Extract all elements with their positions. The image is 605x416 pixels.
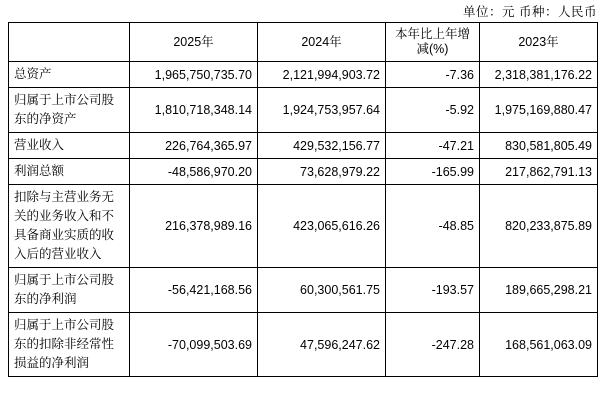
row-value-2025: -56,421,168.56 xyxy=(130,268,258,313)
financial-summary-table xyxy=(8,22,598,377)
table-row xyxy=(9,88,598,133)
row-label: 利润总额 xyxy=(9,159,130,185)
row-value-2025: -48,586,970.20 xyxy=(130,159,258,185)
table-row xyxy=(9,159,598,185)
row-label: 扣除与主营业务无关的业务收入和不具备商业实质的收入后的营业收入 xyxy=(9,185,130,268)
row-value-2024: 47,596,247.62 xyxy=(258,313,386,377)
row-value-2024: 423,065,616.26 xyxy=(258,185,386,268)
row-label: 归属于上市公司股东的净资产 xyxy=(9,88,130,133)
row-label: 归属于上市公司股东的净利润 xyxy=(9,268,130,313)
row-value-2025: 226,764,365.97 xyxy=(130,133,258,159)
header-cell-2025: 2025年 xyxy=(130,23,258,62)
table-row xyxy=(9,62,598,88)
row-value-change: -247.28 xyxy=(386,313,480,377)
row-value-2023: 2,318,381,176.22 xyxy=(480,62,598,88)
row-value-2023: 189,665,298.21 xyxy=(480,268,598,313)
row-value-2023: 168,561,063.09 xyxy=(480,313,598,377)
row-value-change: -47.21 xyxy=(386,133,480,159)
row-value-2024: 1,924,753,957.64 xyxy=(258,88,386,133)
unit-note: 单位：元 币种：人民币 xyxy=(463,5,597,19)
row-value-2023: 217,862,791.13 xyxy=(480,159,598,185)
row-value-2023: 1,975,169,880.47 xyxy=(480,88,598,133)
row-value-2023: 830,581,805.49 xyxy=(480,133,598,159)
row-value-2025: 216,378,989.16 xyxy=(130,185,258,268)
table-row xyxy=(9,185,598,268)
header-cell-2024: 2024年 xyxy=(258,23,386,62)
header-cell-2023: 2023年 xyxy=(480,23,598,62)
row-value-change: -165.99 xyxy=(386,159,480,185)
row-label: 归属于上市公司股东的扣除非经常性损益的净利润 xyxy=(9,313,130,377)
table-header xyxy=(9,23,598,62)
table-body xyxy=(9,62,598,377)
row-value-change: -193.57 xyxy=(386,268,480,313)
row-value-change: -48.85 xyxy=(386,185,480,268)
row-value-2023: 820,233,875.89 xyxy=(480,185,598,268)
row-label: 总资产 xyxy=(9,62,130,88)
row-value-2024: 429,532,156.77 xyxy=(258,133,386,159)
row-value-2025: 1,965,750,735.70 xyxy=(130,62,258,88)
table-row xyxy=(9,268,598,313)
row-value-2024: 60,300,561.75 xyxy=(258,268,386,313)
row-value-change: -7.36 xyxy=(386,62,480,88)
row-value-2025: -70,099,503.69 xyxy=(130,313,258,377)
header-cell-blank xyxy=(9,23,130,62)
row-value-2024: 73,628,979.22 xyxy=(258,159,386,185)
header-cell-change: 本年比上年增减(%) xyxy=(386,23,480,62)
row-value-2025: 1,810,718,348.14 xyxy=(130,88,258,133)
table-row xyxy=(9,133,598,159)
row-value-change: -5.92 xyxy=(386,88,480,133)
row-label: 营业收入 xyxy=(9,133,130,159)
table-header-row xyxy=(9,23,598,62)
row-value-2024: 2,121,994,903.72 xyxy=(258,62,386,88)
table-row xyxy=(9,313,598,377)
